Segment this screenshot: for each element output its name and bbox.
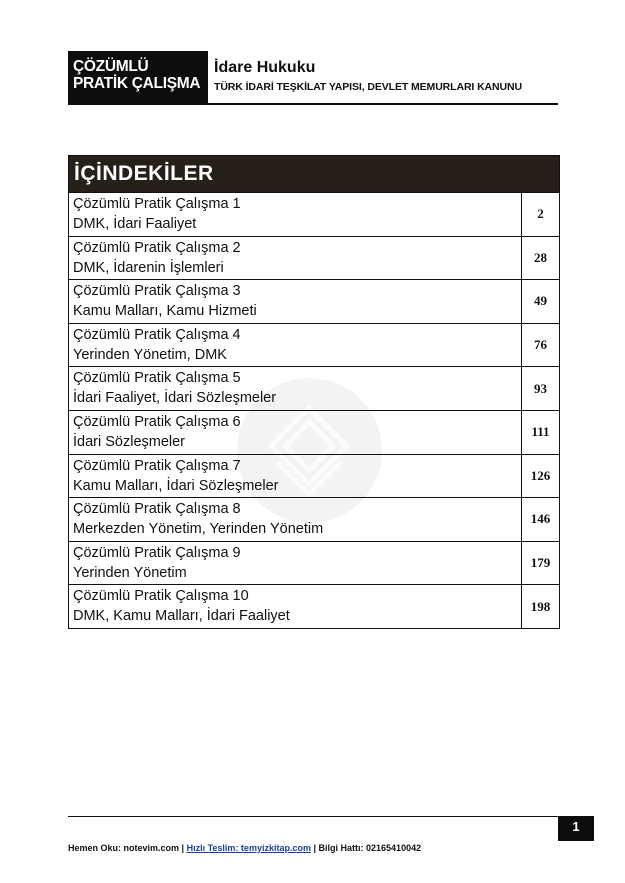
- toc-row[interactable]: [69, 584, 559, 628]
- footer: [68, 843, 421, 853]
- toc-entry: [69, 411, 522, 454]
- toc-entry: [69, 237, 522, 280]
- toc-page-number: 126: [530, 467, 551, 483]
- toc-row[interactable]: [69, 236, 559, 280]
- toc-page-number: 28: [534, 249, 547, 265]
- toc-entry-topics: Kamu Malları, İdari Sözleşmeler: [73, 477, 279, 494]
- brand-line-1: ÇÖZÜMLÜ: [73, 58, 149, 75]
- toc-row[interactable]: [69, 323, 559, 367]
- toc-page-number: 93: [534, 380, 547, 396]
- toc-entry-topics: İdari Faaliyet, İdari Sözleşmeler: [73, 390, 277, 407]
- toc-title: İÇİNDEKİLER: [69, 156, 559, 192]
- toc-row[interactable]: [69, 279, 559, 323]
- toc-entry-topics: Yerinden Yönetim, DMK: [73, 346, 227, 363]
- toc-entry: [69, 367, 522, 410]
- toc-entry-title: Çözümlü Pratik Çalışma 2: [73, 239, 241, 256]
- toc-entry-topics: Yerinden Yönetim: [73, 564, 187, 581]
- toc-entry: [69, 324, 522, 367]
- toc-page-number: 111: [531, 424, 550, 440]
- toc-entry-title: Çözümlü Pratik Çalışma 6: [73, 413, 241, 430]
- header-rule: [68, 103, 558, 105]
- toc-entry-title: Çözümlü Pratik Çalışma 5: [73, 370, 241, 387]
- toc-entry-title: Çözümlü Pratik Çalışma 8: [73, 501, 241, 518]
- toc-row[interactable]: [69, 497, 559, 541]
- toc-entry-topics: İdari Sözleşmeler: [73, 433, 186, 450]
- toc-page-number: 2: [537, 206, 544, 222]
- toc-row[interactable]: [69, 192, 559, 236]
- footer-delivery-link[interactable]: Hızlı Teslim: temyizkitap.com: [186, 843, 311, 853]
- footer-separator: |: [313, 843, 317, 853]
- toc-entry-title: Çözümlü Pratik Çalışma 3: [73, 283, 241, 300]
- toc-page-number: 179: [530, 555, 551, 571]
- toc-entry-topics: Merkezden Yönetim, Yerinden Yönetim: [73, 521, 324, 538]
- toc-row[interactable]: [69, 366, 559, 410]
- toc-entry-title: Çözümlü Pratik Çalışma 1: [73, 196, 241, 212]
- toc-entry: [69, 280, 522, 323]
- table-of-contents: [68, 155, 560, 629]
- toc-entry-title: Çözümlü Pratik Çalışma 9: [73, 544, 241, 561]
- toc-entry-title: Çözümlü Pratik Çalışma 10: [73, 588, 249, 605]
- toc-entry-title: Çözümlü Pratik Çalışma 7: [73, 457, 241, 474]
- footer-separator: |: [181, 843, 185, 853]
- toc-entry-title: Çözümlü Pratik Çalışma 4: [73, 326, 241, 343]
- toc-entry-topics: DMK, İdari Faaliyet: [73, 216, 197, 232]
- toc-entry: [69, 498, 522, 541]
- toc-page-number: 198: [530, 598, 551, 614]
- toc-entry-topics: Kamu Malları, Kamu Hizmeti: [73, 303, 257, 320]
- toc-entry: [69, 193, 522, 236]
- toc-entry: [69, 542, 522, 585]
- toc-page-number: 76: [534, 337, 547, 353]
- toc-row[interactable]: [69, 454, 559, 498]
- toc-entry-topics: DMK, Kamu Malları, İdari Faaliyet: [73, 608, 290, 625]
- toc-row[interactable]: [69, 410, 559, 454]
- brand-line-2: PRATİK ÇALIŞMA: [73, 75, 201, 92]
- toc-entry: [69, 455, 522, 498]
- page-number: 1: [558, 816, 594, 841]
- toc-entry: [69, 585, 522, 628]
- footer-read-label: Hemen Oku: notevim.com: [68, 843, 180, 853]
- subject-title: İdare Hukuku: [214, 59, 316, 76]
- subject-subtitle: TÜRK İDARİ TEŞKİLAT YAPISI, DEVLET MEMURLARI KANUNU: [214, 81, 522, 93]
- toc-page-number: 146: [530, 511, 551, 527]
- footer-rule: [68, 816, 558, 817]
- brand-block: [68, 51, 208, 103]
- toc-row[interactable]: [69, 541, 559, 585]
- toc-page-number: 49: [534, 293, 547, 309]
- toc-entry-topics: DMK, İdarenin İşlemleri: [73, 259, 224, 276]
- footer-hotline-label: Bilgi Hattı: 02165410042: [318, 843, 422, 853]
